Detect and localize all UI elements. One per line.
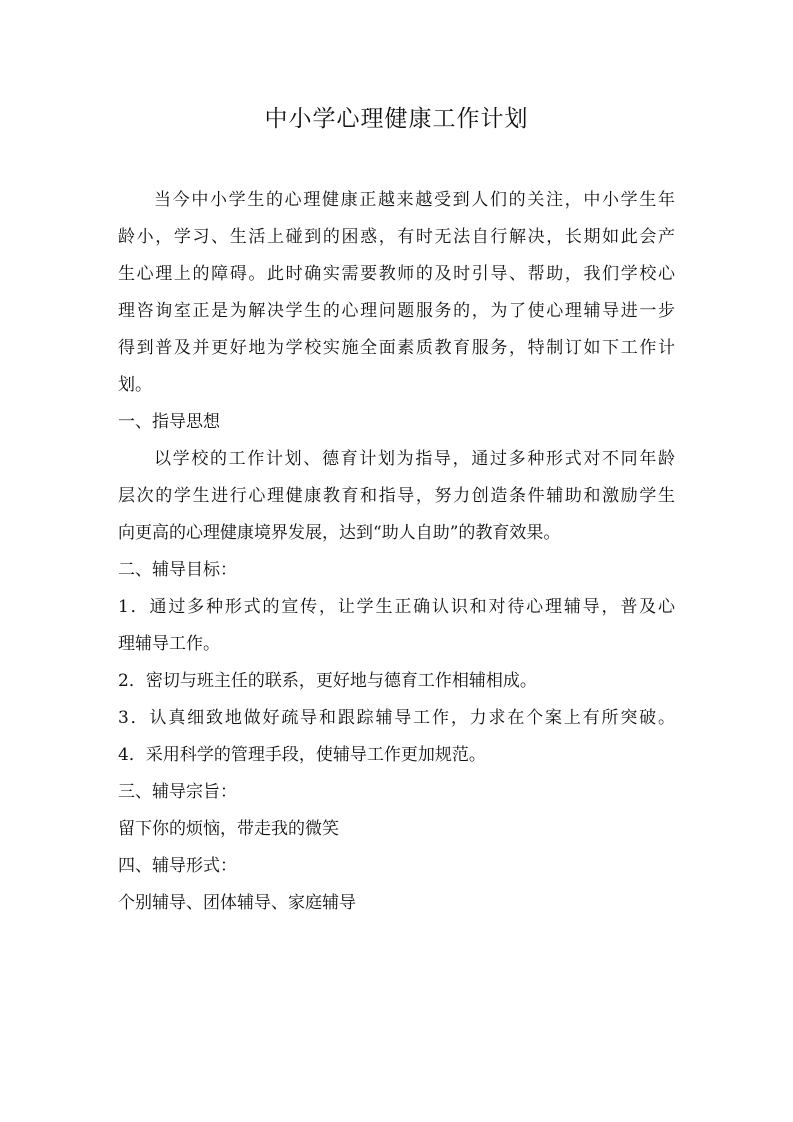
paragraph-line: 生心理上的障碍。此时确实需要教师的及时引导、帮助，我们学校心 [118,264,675,284]
paragraph-line: 龄小，学习、生活上碰到的困惑，有时无法自行解决，长期如此会产 [118,227,675,247]
list-item: 3．认真细致地做好疏导和跟踪辅导工作，力求在个案上有所突破。 [118,708,675,728]
list-item: 4．采用科学的管理手段，使辅导工作更加规范。 [118,745,486,765]
paragraph-line: 以学校的工作计划、德育计划为指导，通过多种形式对不同年龄 [154,449,675,469]
section-heading: 一、指导思想 [118,412,220,432]
section-heading: 三、辅导宗旨： [118,782,237,802]
section-text: 留下你的烦恼，带走我的微笑 [118,819,339,839]
paragraph-line: 当今中小学生的心理健康正越来越受到人们的关注，中小学生年 [154,190,675,210]
document-title: 中小学心理健康工作计划 [264,106,529,132]
paragraph-line: 理咨询室正是为解决学生的心理问题服务的，为了使心理辅导进一步 [118,301,675,321]
list-item: 2．密切与班主任的联系，更好地与德育工作相辅相成。 [118,671,537,691]
section-heading: 四、辅导形式： [118,856,237,876]
paragraph-line: 层次的学生进行心理健康教育和指导，努力创造条件辅助和激励学生 [118,486,675,506]
paragraph-line: 向更高的心理健康境界发展，达到“助人自助”的教育效果。 [118,523,561,543]
section-text: 个别辅导、团体辅导、家庭辅导 [118,893,356,913]
paragraph-line: 得到普及并更好地为学校实施全面素质教育服务，特制订如下工作计 [118,338,675,358]
list-item-continuation: 理辅导工作。 [118,634,220,654]
list-item: 1．通过多种形式的宣传，让学生正确认识和对待心理辅导，普及心 [118,597,675,617]
section-heading: 二、辅导目标： [118,560,237,580]
document-body [118,182,675,922]
paragraph-line: 划。 [118,375,152,395]
